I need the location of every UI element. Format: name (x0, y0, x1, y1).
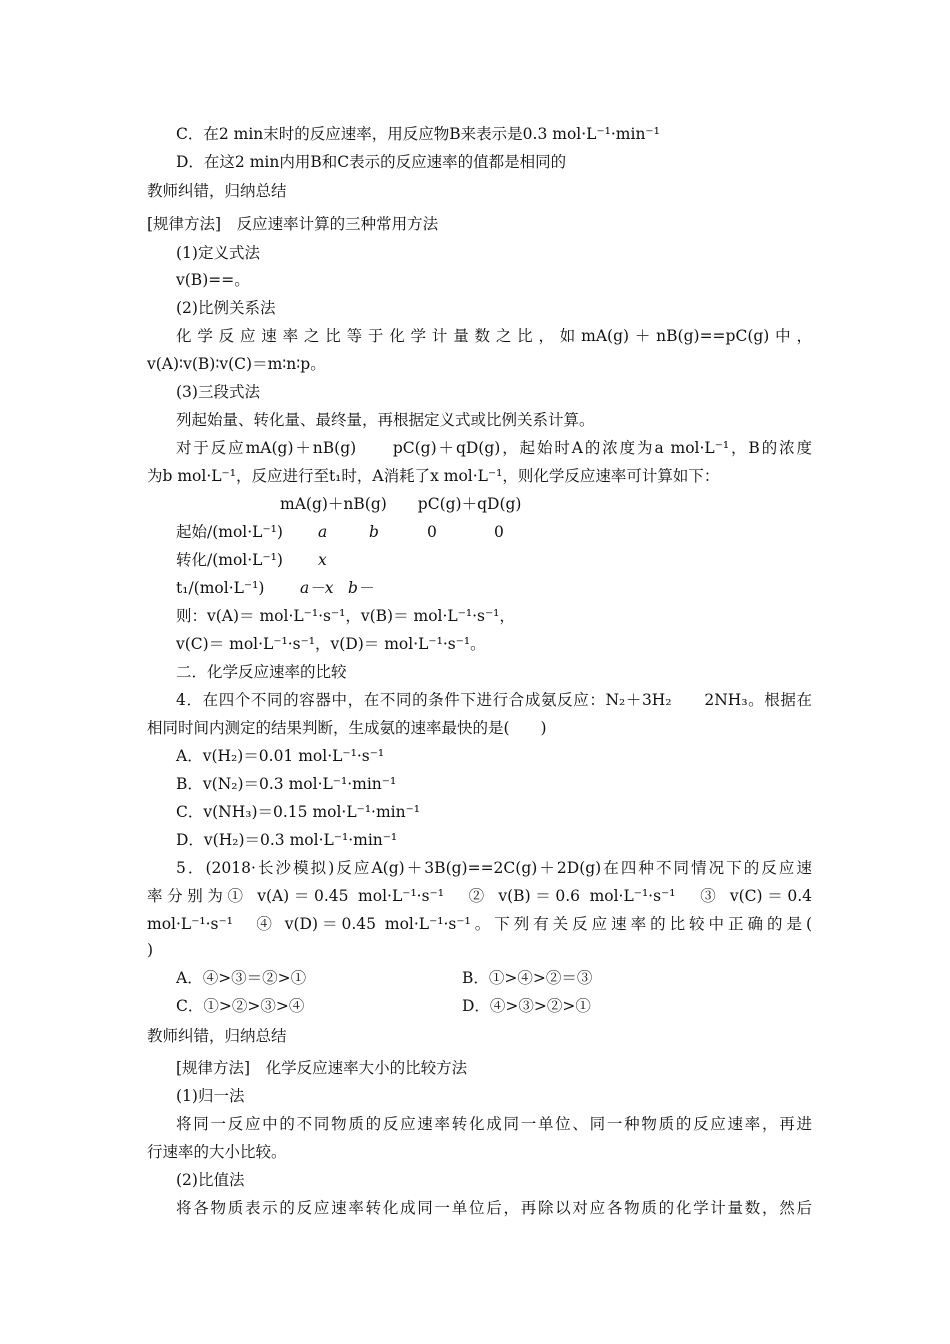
paragraph-line: 为b mol·L⁻¹，反应进行至t₁时，A消耗了x mol·L⁻¹，则化学反应速率可计算如下： (147, 467, 720, 485)
table-row-label: 起始/(mol·L⁻¹) (176, 523, 283, 541)
table-row-label: t₁/(mol·L⁻¹) (176, 579, 265, 597)
q5-option-b: B．①>④>②＝③ (462, 969, 593, 987)
paragraph-line: 列起始量、转化量、最终量，再根据定义式或比例关系计算。 (176, 411, 595, 429)
q4-option-b: B．v(N₂)＝0.3 mol·L⁻¹·min⁻¹ (176, 775, 397, 793)
result-line: 则：v(A)＝ mol·L⁻¹·s⁻¹，v(B)＝ mol·L⁻¹·s⁻¹， (176, 607, 515, 625)
q4-option-c: C．v(NH₃)＝0.15 mol·L⁻¹·min⁻¹ (176, 803, 421, 821)
question-stem: ) (147, 941, 154, 959)
q5-option-c: C．①>②>③>④ (176, 997, 305, 1015)
table-cell: 0 (427, 523, 437, 541)
q5-option-a: A．④>③＝②>① (176, 969, 307, 987)
teacher-note: 教师纠错，归纳总结 (147, 182, 287, 200)
formula-line: v(B)==。 (176, 271, 250, 289)
question-stem: 相同时间内测定的结果判断，生成氨的速率最快的是( ) (147, 719, 547, 737)
question-stem: mol·L⁻¹·s⁻¹ ④ v(D)＝0.45 mol·L⁻¹·s⁻¹。下列有关反应速率的比较中正确的是( (147, 915, 812, 933)
table-cell: x (318, 551, 327, 569)
table-row-label: 转化/(mol·L⁻¹) (176, 551, 283, 569)
question-stem: 5．(2018·长沙模拟)反应A(g)＋3B(g)==2C(g)＋2D(g)在四种不同情况下的反应速 (176, 859, 812, 877)
method-subtitle: (2)比值法 (176, 1171, 245, 1189)
result-line: v(C)＝ mol·L⁻¹·s⁻¹，v(D)＝ mol·L⁻¹·s⁻¹。 (176, 635, 486, 653)
table-cell: 0 (494, 523, 504, 541)
paragraph-line: 化学反应速率之比等于化学计量数之比，如mA(g)＋nB(g)==pC(g)中， (176, 327, 812, 345)
q4-option-a: A．v(H₂)＝0.01 mol·L⁻¹·s⁻¹ (176, 747, 385, 765)
paragraph-line: 将同一反应中的不同物质的反应速率转化成同一单位、同一种物质的反应速率，再进 (176, 1115, 812, 1133)
paragraph-line: 将各物质表示的反应速率转化成同一单位后，再除以对应各物质的化学计量数，然后 (176, 1199, 812, 1217)
paragraph-line: v(A)∶v(B)∶v(C)＝m∶n∶p。 (147, 355, 326, 373)
teacher-note: 教师纠错，归纳总结 (147, 1027, 287, 1045)
table-cell: a (318, 523, 328, 541)
question-stem: 4．在四个不同的容器中，在不同的条件下进行合成氨反应：N₂＋3H₂ 2NH₃。根据在 (176, 691, 812, 709)
method-title: [规律方法] 化学反应速率大小的比较方法 (176, 1059, 468, 1077)
method-title: [规律方法] 反应速率计算的三种常用方法 (147, 215, 439, 233)
q3-option-d: D．在这2 min内用B和C表示的反应速率的值都是相同的 (176, 153, 567, 171)
q3-option-c: C．在2 min末时的反应速率，用反应物B来表示是0.3 mol·L⁻¹·min⁻¹ (176, 125, 660, 143)
table-header: mA(g)＋nB(g) pC(g)＋qD(g) (280, 495, 522, 513)
section-title: 二．化学反应速率的比较 (176, 663, 347, 681)
table-cell: b (369, 523, 379, 541)
table-cell: b－ (348, 579, 374, 597)
paragraph-line: 行速率的大小比较。 (147, 1143, 287, 1161)
q5-option-d: D．④>③>②>① (462, 997, 591, 1015)
method-subtitle: (1)归一法 (176, 1087, 245, 1105)
method-subtitle: (2)比例关系法 (176, 299, 276, 317)
method-subtitle: (1)定义式法 (176, 244, 260, 262)
table-cell: a－x (300, 579, 334, 597)
q4-option-d: D．v(H₂)＝0.3 mol·L⁻¹·min⁻¹ (176, 831, 398, 849)
method-subtitle: (3)三段式法 (176, 383, 260, 401)
paragraph-line: 对于反应mA(g)＋nB(g) pC(g)＋qD(g)，起始时A的浓度为a mol·L⁻¹，B的浓度 (176, 439, 812, 457)
question-stem: 率分别为① v(A)＝0.45 mol·L⁻¹·s⁻¹ ② v(B)＝0.6 mol·L⁻¹·s⁻¹ ③ v(C)＝0.4 (147, 887, 812, 905)
